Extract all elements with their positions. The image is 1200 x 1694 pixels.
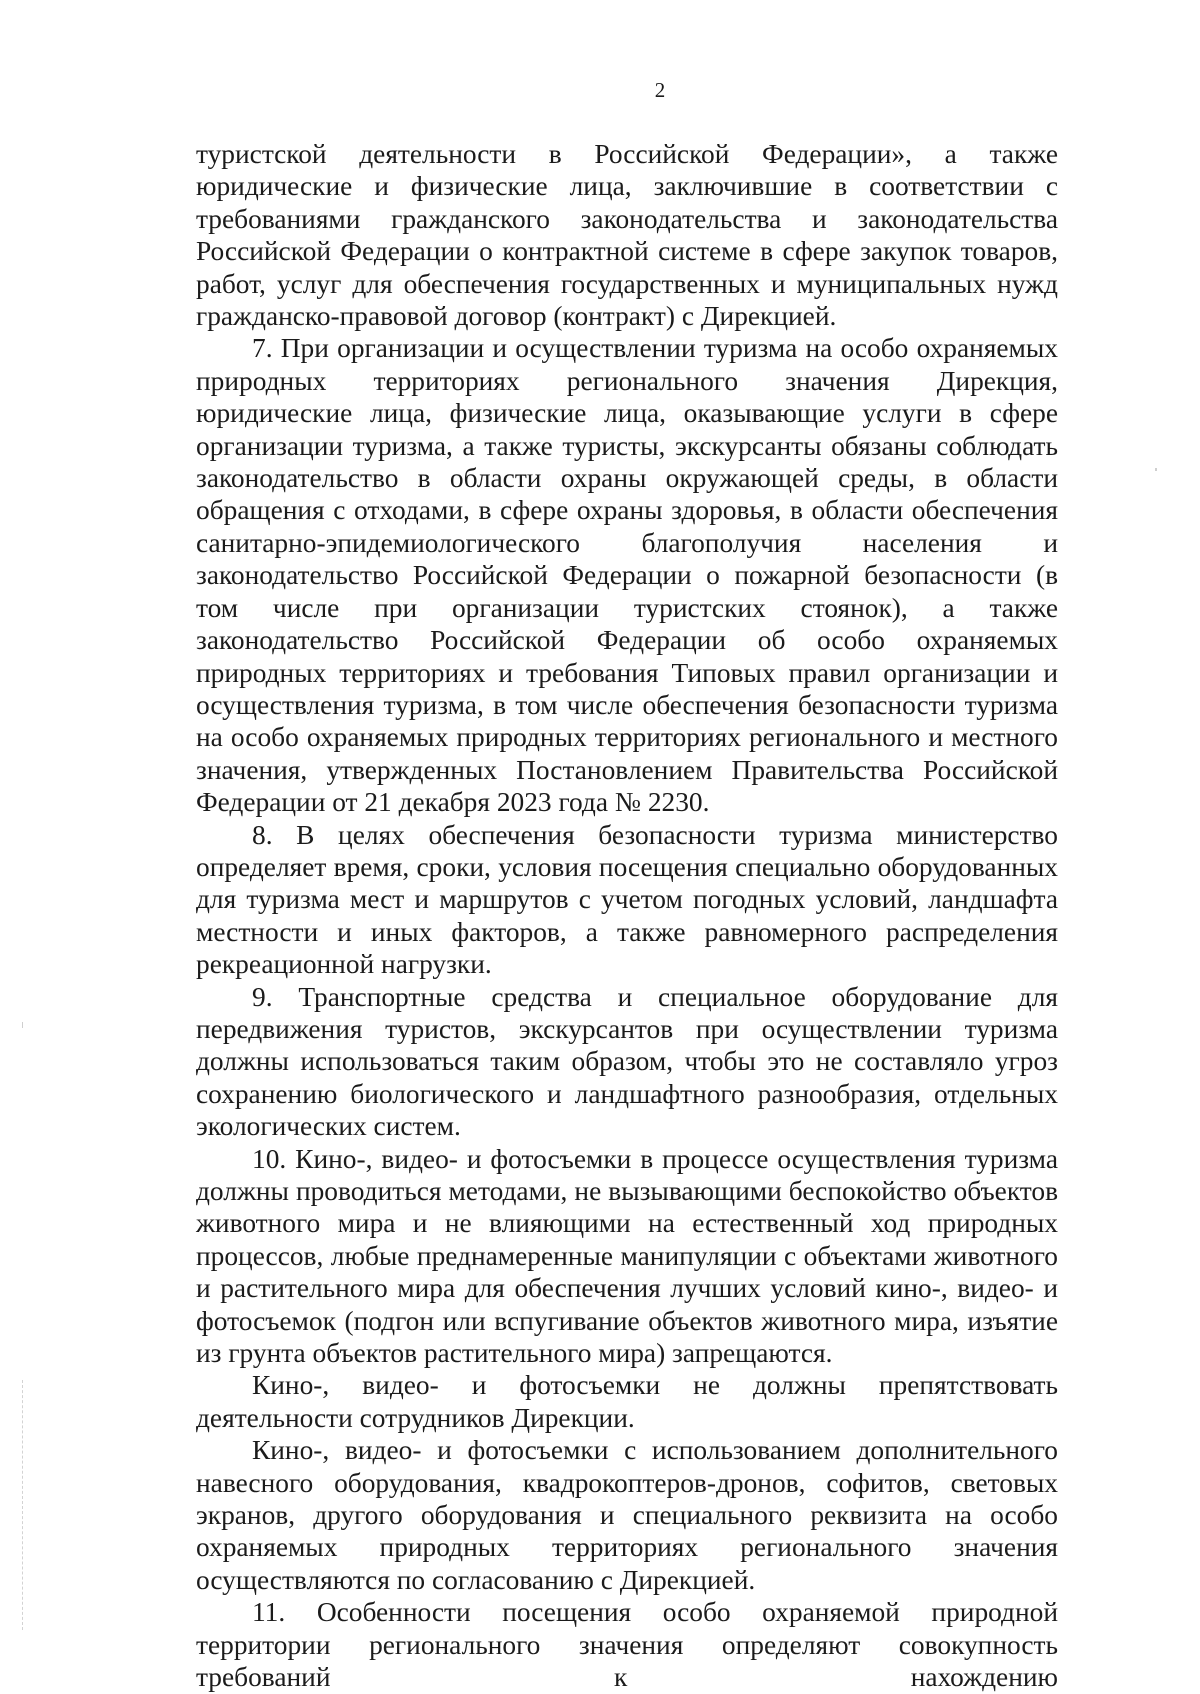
paragraph-10-equipment: Кино-, видео- и фотосъемки с использованием дополнительного навесного оборудования, квадрокоптеров-дронов, софитов, световых экранов, другого оборудования и специального реквизита на особо охраняемых природных территориях регионального значения осуществляются по согласованию с Дирекцией. <box>196 1435 1058 1595</box>
scan-speck <box>22 1022 23 1028</box>
paragraph-11: 11. Особенности посещения особо охраняемой природной территории регионального значения определяют совокупность требований к нахождению <box>196 1597 1058 1693</box>
paragraph-7: 7. При организации и осуществлении туризма на особо охраняемых природных территориях регионального значения Дирекция, юридические лица, физические лица, оказывающие услуги в сфере организации туризма, а также туристы, экскурсанты обязаны соблюдать законодательство в области охраны окружающей среды, в области обращения с отходами, в сфере охраны здоровья, в области обеспечения санитарно-эпидемиологического благополучия населения и законодательство Российской Федерации о пожарной безопасности (в том числе при организации туристских стоянок), а также законодательство Российской Федерации об особо охраняемых природных территориях и требования Типовых правил организации и осуществления туризма, в том числе обеспечения безопасности туризма на особо охраняемых природных территориях регионального и местного значения, утвержденных Постановлением Правительства Российской Федерации от 21 декабря 2023 года № 2230. <box>196 333 1058 818</box>
document-body <box>196 138 1058 1694</box>
paragraph-8: 8. В целях обеспечения безопасности туризма министерство определяет время, сроки, условия посещения специально оборудованных для туризма мест и маршрутов с учетом погодных условий, ландшафта местности и иных факторов, а также равномерного распределения рекреационной нагрузки. <box>196 819 1058 980</box>
scan-speck <box>1155 468 1157 471</box>
paragraph-10-filming-staff: Кино-, видео- и фотосъемки не должны препятствовать деятельности сотрудников Дирекции. <box>196 1370 1058 1433</box>
paragraph-continuation: туристской деятельности в Российской Федерации», а также юридические и физические лица, заключившие в соответствии с требованиями гражданского законодательства и законодательства Российской Федерации о контрактной системе в сфере закупок товаров, работ, услуг для обеспечения государственных и муниципальных нужд гражданско-правовой договор (контракт) с Дирекцией. <box>196 139 1058 332</box>
paragraph-10: 10. Кино-, видео- и фотосъемки в процессе осуществления туризма должны проводиться методами, не вызывающими беспокойство объектов животного мира и не влияющими на естественный ход природных процессов, любые преднамеренные манипуляции с объектами животного и растительного мира для обеспечения лучших условий кино-, видео- и фотосъемок (подгон или вспугивание объектов животного мира, изъятие из грунта объектов растительного мира) запрещаются. <box>196 1143 1058 1369</box>
page-number: 2 <box>654 78 666 102</box>
paragraph-9: 9. Транспортные средства и специальное оборудование для передвижения туристов, экскурсантов при осуществлении туризма должны использоваться таким образом, чтобы это не составляло угроз сохранению биологического и ландшафтного разнообразия, отдельных экологических систем. <box>196 981 1058 1142</box>
scan-edge-mark <box>22 1380 24 1630</box>
